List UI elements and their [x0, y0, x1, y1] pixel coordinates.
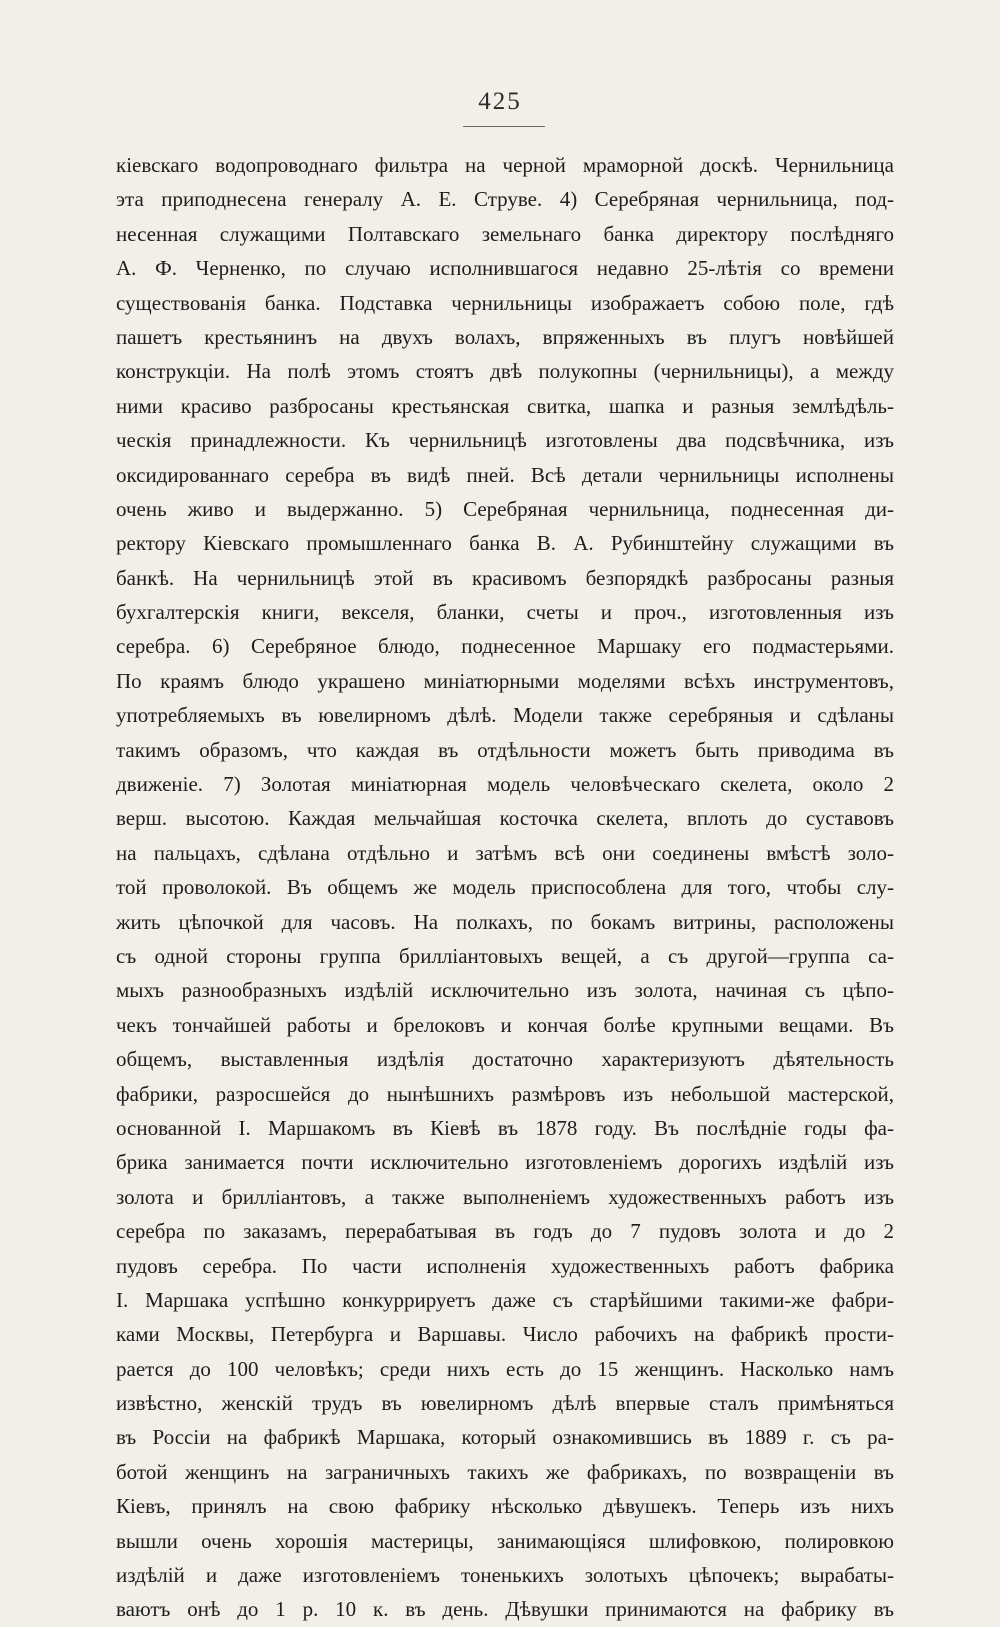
text-line: ческія принадлежности. Къ чернильницѣ изготовлены два подсвѣчника, изъ: [116, 428, 894, 453]
text-line: пашетъ крестьянинъ на двухъ волахъ, впряженныхъ въ плугъ новѣйшей: [116, 324, 894, 349]
text-line: I. Маршака успѣшно конкуррируетъ даже съ старѣйшими такими-же фабри-: [116, 1287, 894, 1312]
text-line: на пальцахъ, сдѣлана отдѣльно и затѣмъ всѣ они соединены вмѣстѣ золо-: [116, 840, 894, 865]
text-line: издѣлій и даже изготовленіемъ тоненькихъ золотыхъ цѣпочекъ; вырабаты-: [116, 1563, 894, 1588]
text-line: кіевскаго водопроводнаго фильтра на черной мраморной доскѣ. Чернильница: [116, 153, 894, 177]
text-line: Кіевъ, принялъ на свою фабрику нѣсколько дѣвушекъ. Теперь изъ нихъ: [116, 1494, 894, 1519]
header-rule: [463, 126, 545, 127]
text-line: вышли очень хорошія мастерицы, занимающіяся шлифовкою, полировкою: [116, 1528, 894, 1553]
text-line: въ Россіи на фабрикѣ Маршака, который ознакомившись въ 1889 г. съ ра-: [116, 1425, 894, 1450]
text-line: движеніе. 7) Золотая миніатюрная модель человѣческаго скелета, около 2: [116, 772, 894, 797]
text-line: фабрики, разросшейся до нынѣшнихъ размѣровъ изъ небольшой мастерской,: [116, 1081, 894, 1106]
text-line: пудовъ серебра. По части исполненія художественныхъ работъ фабрика: [116, 1253, 894, 1278]
text-line: банкѣ. На чернильницѣ этой въ красивомъ безпорядкѣ разбросаны разныя: [116, 565, 894, 590]
text-line: такимъ образомъ, что каждая въ отдѣльности можетъ быть приводима въ: [116, 737, 894, 762]
text-line: бухгалтерскія книги, векселя, бланки, счеты и проч., изготовленныя изъ: [116, 600, 894, 625]
text-line: существованія банка. Подставка чернильницы изображаетъ собою поле, гдѣ: [116, 290, 894, 315]
text-line: ними красиво разбросаны крестьянская свитка, шапка и разныя землѣдѣль-: [116, 393, 894, 418]
text-line: общемъ, выставленныя издѣлія достаточно характеризуютъ дѣятельность: [116, 1047, 894, 1072]
text-line: ботой женщинъ на заграничныхъ такихъ же фабрикахъ, по возвращеніи въ: [116, 1459, 894, 1484]
text-line: оксидированнаго серебра въ видѣ пней. Всѣ детали чернильницы исполнены: [116, 462, 894, 487]
text-line: По краямъ блюдо украшено миніатюрными моделями всѣхъ инструментовъ,: [116, 668, 894, 693]
text-line: эта приподнесена генералу А. Е. Струве. 4) Серебряная чернильница, под-: [116, 187, 894, 212]
text-line: основанной I. Маршакомъ въ Кіевѣ въ 1878 году. Въ послѣдніе годы фа-: [116, 1115, 894, 1140]
text-line: рается до 100 человѣкъ; среди нихъ есть до 15 женщинъ. Насколько намъ: [116, 1356, 894, 1381]
text-line: мыхъ разнообразныхъ издѣлій исключительно изъ золота, начиная съ цѣпо-: [116, 978, 894, 1003]
text-line: ками Москвы, Петербурга и Варшавы. Число рабочихъ на фабрикѣ прости-: [116, 1322, 894, 1347]
text-line: употребляемыхъ въ ювелирномъ дѣлѣ. Модели также серебряныя и сдѣланы: [116, 703, 894, 728]
text-line: съ одной стороны группа брилліантовыхъ вещей, а съ другой—группа са-: [116, 943, 894, 968]
text-line: жить цѣпочкой для часовъ. На полкахъ, по бокамъ витрины, расположены: [116, 909, 894, 934]
text-line: извѣстно, женскій трудъ въ ювелирномъ дѣлѣ впервые сталъ примѣняться: [116, 1391, 894, 1416]
text-line: очень живо и выдержанно. 5) Серебряная чернильница, поднесенная ди-: [116, 496, 894, 521]
body-text: [116, 148, 894, 1627]
text-line: серебра по заказамъ, перерабатывая въ годъ до 7 пудовъ золота и до 2: [116, 1219, 894, 1244]
text-line: верш. высотою. Каждая мельчайшая косточка скелета, вплоть до суставовъ: [116, 806, 894, 831]
text-line: брика занимается почти исключительно изготовленіемъ дорогихъ издѣлій изъ: [116, 1150, 894, 1175]
text-line: А. Ф. Черненко, по случаю исполнившагося недавно 25-лѣтія со времени: [116, 256, 894, 281]
text-line: ваютъ онѣ до 1 р. 10 к. въ день. Дѣвушки принимаются на фабрику въ: [116, 1597, 894, 1622]
text-line: золота и брилліантовъ, а также выполненіемъ художественныхъ работъ изъ: [116, 1184, 894, 1209]
text-line: ректору Кіевскаго промышленнаго банка В. А. Рубинштейну служащими въ: [116, 531, 894, 556]
text-line: несенная служащими Полтавскаго земельнаго банка директору послѣдняго: [116, 221, 894, 246]
text-line: той проволокой. Въ общемъ же модель приспособлена для того, чтобы слу-: [116, 875, 894, 900]
text-line: серебра. 6) Серебряное блюдо, поднесенное Маршаку его подмастерьями.: [116, 634, 894, 659]
text-line: конструкціи. На полѣ этомъ стоятъ двѣ полукопны (чернильницы), а между: [116, 359, 894, 384]
text-line: чекъ тончайшей работы и брелоковъ и кончая болѣе крупными вещами. Въ: [116, 1012, 894, 1037]
page-number: 425: [478, 88, 522, 115]
